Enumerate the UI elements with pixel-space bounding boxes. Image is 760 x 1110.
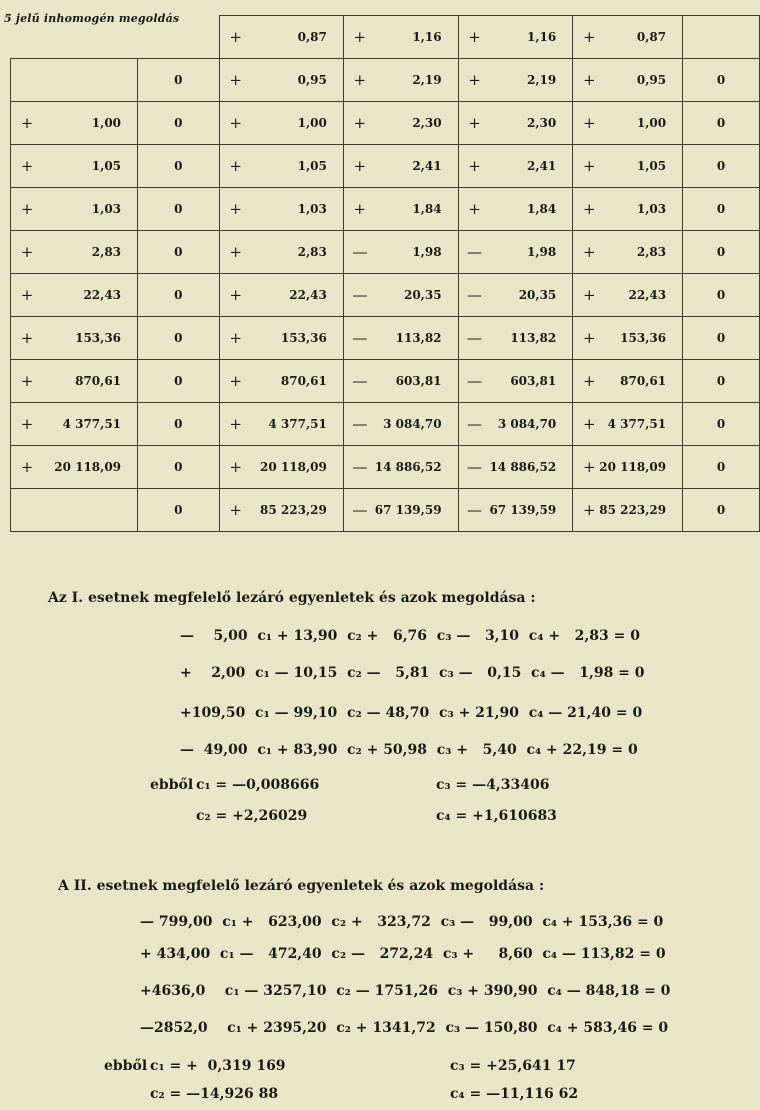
value-cell [219,489,343,532]
value-cell [219,446,343,489]
value: 603,81 [510,374,557,388]
zero-cell: 0 [683,446,760,489]
value: 1,03 [297,202,327,216]
value: 2,30 [527,116,557,130]
case1-c2: c₂ = +2,26029 [196,808,308,824]
zero-cell: 0 [683,360,760,403]
case2-equation-4: —2852,0 c₁ + 2395,20 c₂ + 1341,72 c₃ — 150,80 c₄ + 583,46 = 0 [140,1020,669,1036]
value: 22,43 [83,288,122,302]
value-cell [343,317,458,360]
value-cell [573,231,683,274]
value-cell [573,317,683,360]
value: 0,95 [636,73,667,87]
sign: — [352,286,368,304]
value-cell [573,145,683,188]
case2-solution-prefix: ebből [104,1058,148,1074]
value-cell [458,102,573,145]
value: 1,05 [636,159,667,173]
value: 1,16 [527,30,557,44]
value: 2,30 [412,116,442,130]
sign: + [353,157,367,175]
sign: + [229,243,242,261]
table-row [11,231,760,274]
value-cell [219,231,343,274]
value: 0,87 [636,30,667,44]
value-cell [343,489,458,532]
value-cell [458,317,573,360]
value-cell [458,59,573,102]
value: 153,36 [280,331,327,345]
sign: + [582,372,596,390]
sign: — [352,243,368,261]
value: 20,35 [403,288,442,302]
sign: + [229,71,242,89]
value-cell [343,16,458,59]
value-cell [219,102,343,145]
sign: — [352,501,368,519]
sign: + [353,200,367,218]
value-cell [11,403,138,446]
value-cell [219,59,343,102]
value-cell [219,16,343,59]
value: 2,83 [636,245,667,259]
value: 1,05 [297,159,327,173]
value-cell [11,188,138,231]
zero-cell: 0 [683,403,760,446]
sign: + [20,329,34,347]
zero-cell: 0 [138,489,220,532]
value: 1,00 [91,116,122,130]
value-cell [573,403,683,446]
sign: + [353,28,367,46]
table-row [11,403,760,446]
sign: + [468,157,481,175]
sign: + [582,458,596,476]
sign: + [20,114,34,132]
case1-heading: Az I. esetnek megfelelő lezáró egyenletek és azok megoldása : [48,590,536,606]
value-cell [458,360,573,403]
value: 14 886,52 [374,460,442,474]
value: 113,82 [510,331,557,345]
value: 14 886,52 [489,460,557,474]
value-cell [573,360,683,403]
sign: + [582,200,596,218]
sign: + [582,114,596,132]
value: 1,16 [412,30,442,44]
table-caption: 5 jelű inhomogén megoldás [4,12,180,25]
value: 20 118,09 [54,460,122,474]
value-cell [458,16,573,59]
value-cell [573,59,683,102]
value-cell [573,188,683,231]
sign: + [20,458,34,476]
sign: + [229,372,242,390]
value-cell [573,16,683,59]
zero-cell: 0 [683,145,760,188]
sign: + [229,200,242,218]
value: 4 377,51 [62,417,122,431]
value: 1,00 [636,116,667,130]
sign: — [467,501,483,519]
table-row [11,274,760,317]
table-row [11,102,760,145]
value-cell [573,274,683,317]
case2-c3: c₃ = +25,641 17 [450,1058,576,1074]
sign: + [582,501,596,519]
value-cell [219,274,343,317]
sign: — [467,458,483,476]
zero-cell: 0 [138,145,220,188]
sign: + [229,415,242,433]
value-cell [458,274,573,317]
value-cell [343,59,458,102]
sign: — [467,372,483,390]
case1-equation-4: — 49,00 c₁ + 83,90 c₂ + 50,98 c₃ + 5,40 c₄ + 22,19 = 0 [180,742,638,758]
value-cell [219,145,343,188]
value: 2,41 [412,159,442,173]
value: 22,43 [289,288,327,302]
value-cell [458,188,573,231]
sign: + [582,28,596,46]
value: 3 084,70 [497,417,557,431]
zero-cell: 0 [138,360,220,403]
empty-cell [11,59,138,102]
value: 1,98 [527,245,557,259]
value-cell [11,360,138,403]
sign: + [229,329,242,347]
value: 20,35 [518,288,557,302]
zero-cell: 0 [683,102,760,145]
sign: — [467,415,483,433]
sign: + [582,415,596,433]
value: 20 118,09 [260,460,327,474]
empty-cell [11,489,138,532]
value: 0,95 [297,73,327,87]
sign: — [352,329,368,347]
sign: + [20,200,34,218]
sign: + [582,157,596,175]
value: 2,19 [527,73,557,87]
zero-cell: 0 [138,274,220,317]
zero-cell: 0 [138,231,220,274]
value-cell [458,145,573,188]
sign: — [352,458,368,476]
value-cell [11,317,138,360]
value-cell [573,446,683,489]
value-cell [343,102,458,145]
value: 153,36 [620,331,667,345]
value-cell [573,489,683,532]
value-cell [343,403,458,446]
value-cell [458,489,573,532]
value-cell [573,102,683,145]
value: 870,61 [620,374,667,388]
empty-cell [138,16,220,59]
sign: + [229,458,242,476]
sign: + [582,243,596,261]
case1-c1: c₁ = —0,008666 [196,777,320,793]
zero-cell: 0 [683,188,760,231]
value: 4 377,51 [268,417,327,431]
zero-cell: 0 [138,446,220,489]
zero-cell: 0 [138,102,220,145]
value-cell [343,145,458,188]
value-cell [11,231,138,274]
case2-equation-3: +4636,0 c₁ — 3257,10 c₂ — 1751,26 c₃ + 390,90 c₄ — 848,18 = 0 [140,983,671,999]
zero-cell: 0 [138,59,220,102]
sign: + [353,71,367,89]
zero-cell: 0 [683,59,760,102]
sign: — [467,243,483,261]
value-cell [219,403,343,446]
case2-equation-1: — 799,00 c₁ + 623,00 c₂ + 323,72 c₃ — 99,00 c₄ + 153,36 = 0 [140,914,664,930]
value-cell [343,188,458,231]
sign: + [20,415,34,433]
sign: + [582,71,596,89]
zero-cell: 0 [138,403,220,446]
value: 113,82 [395,331,442,345]
value-cell [458,446,573,489]
value-cell [219,360,343,403]
case2-c2: c₂ = —14,926 88 [150,1086,279,1102]
case2-c1: c₁ = + 0,319 169 [150,1058,286,1074]
value: 1,05 [91,159,122,173]
sign: + [229,28,242,46]
value-cell [11,145,138,188]
case1-c3: c₃ = —4,33406 [436,777,550,793]
empty-cell [11,16,138,59]
value: 0,87 [297,30,327,44]
value: 2,83 [297,245,327,259]
value: 153,36 [75,331,122,345]
sign: + [582,286,596,304]
value-cell [219,188,343,231]
case2-heading: A II. esetnek megfelelő lezáró egyenletek és azok megoldása : [58,878,545,894]
case1-solution-prefix: ebből [150,777,194,793]
value: 603,81 [395,374,442,388]
sign: — [467,329,483,347]
value-cell [11,274,138,317]
value: 2,83 [91,245,122,259]
value: 1,98 [412,245,442,259]
table-row [11,489,760,532]
zero-cell: 0 [683,317,760,360]
table-row [11,317,760,360]
table-row [11,360,760,403]
sign: + [229,157,242,175]
sign: + [468,28,481,46]
sign: + [582,329,596,347]
sign: + [20,243,34,261]
zero-cell: 0 [683,231,760,274]
case2-c4: c₄ = —11,116 62 [450,1086,579,1102]
value: 870,61 [75,374,122,388]
value-cell [11,102,138,145]
case1-equation-1: — 5,00 c₁ + 13,90 c₂ + 6,76 c₃ — 3,10 c₄ + 2,83 = 0 [180,628,640,644]
table-row [11,145,760,188]
sign: + [229,114,242,132]
inhomogeneous-solution-table [10,15,760,532]
value: 1,03 [636,202,667,216]
sign: + [468,200,481,218]
sign: + [229,501,242,519]
table-row [11,59,760,102]
value: 85 223,29 [260,503,327,517]
value: 1,00 [297,116,327,130]
sign: + [229,286,242,304]
table-row [11,446,760,489]
sign: — [352,372,368,390]
table-row [11,16,760,59]
sign: — [467,286,483,304]
value: 1,03 [91,202,122,216]
value-cell [343,360,458,403]
value: 4 377,51 [607,417,667,431]
value: 1,84 [412,202,442,216]
value: 2,19 [412,73,442,87]
sign: + [468,114,481,132]
value: 85 223,29 [599,503,667,517]
table-row [11,188,760,231]
case1-c4: c₄ = +1,610683 [436,808,557,824]
sign: + [20,286,34,304]
sign: + [353,114,367,132]
zero-cell: 0 [683,274,760,317]
zero-cell: 0 [683,489,760,532]
value-cell [343,274,458,317]
value-cell [11,446,138,489]
value: 1,84 [527,202,557,216]
empty-cell [683,16,760,59]
value-cell [458,231,573,274]
value: 20 118,09 [599,460,667,474]
case1-equation-3: +109,50 c₁ — 99,10 c₂ — 48,70 c₃ + 21,90 c₄ — 21,40 = 0 [180,705,643,721]
value: 67 139,59 [374,503,442,517]
value: 2,41 [527,159,557,173]
sign: + [20,372,34,390]
value: 870,61 [280,374,327,388]
case1-equation-2: + 2,00 c₁ — 10,15 c₂ — 5,81 c₃ — 0,15 c₄ — 1,98 = 0 [180,665,645,681]
zero-cell: 0 [138,317,220,360]
value-cell [343,446,458,489]
value: 22,43 [628,288,667,302]
sign: — [352,415,368,433]
zero-cell: 0 [138,188,220,231]
value: 3 084,70 [383,417,442,431]
case2-equation-2: + 434,00 c₁ — 472,40 c₂ — 272,24 c₃ + 8,60 c₄ — 113,82 = 0 [140,946,666,962]
value-cell [343,231,458,274]
sign: + [468,71,481,89]
sign: + [20,157,34,175]
value-cell [219,317,343,360]
value-cell [458,403,573,446]
value: 67 139,59 [489,503,557,517]
